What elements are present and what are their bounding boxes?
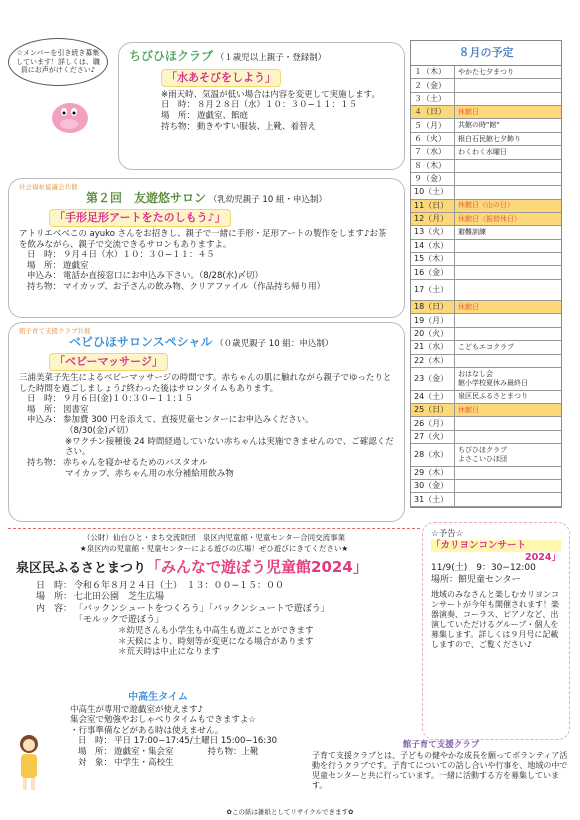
chihiho-key: 持ち物： — [161, 121, 196, 132]
girl-reading-icon — [14, 732, 44, 792]
baby-details — [19, 394, 394, 479]
chihiho-subtitle: 「水あそびをしよう」 — [161, 69, 281, 87]
festival-value: 「モルックで遊ぼう」 — [74, 614, 165, 625]
baby-subtitle: 「ベビーマッサージ」 — [49, 353, 168, 371]
festival-row — [36, 581, 420, 592]
festival-key: 日 時： — [36, 581, 73, 591]
salon-row — [27, 261, 394, 272]
salon-key: 持ち物： — [27, 282, 62, 292]
teen-key: 対 象： — [78, 757, 113, 768]
baby-section — [8, 322, 405, 522]
calendar-date: ６（火） — [411, 133, 455, 145]
teen-row — [78, 747, 308, 758]
calendar-row — [411, 301, 561, 314]
festival-row — [36, 615, 420, 626]
teen-value: 遊戯室・集会室 持ち物：上靴 — [114, 747, 259, 757]
notice-place: 場所：館児童センター — [431, 574, 521, 585]
festival-slogan: ★泉区内の児童館・児童センターによる遊びの広場！ぜひ遊びにきてください★ — [79, 544, 349, 554]
calendar-event — [455, 314, 561, 326]
calendar-date: 17（土） — [411, 280, 455, 300]
calendar-row — [411, 480, 561, 493]
baby-value: （8/30(金)〆切） — [65, 426, 134, 436]
calendar-row — [411, 160, 561, 173]
member-bubble — [8, 38, 108, 86]
calendar-event — [455, 467, 561, 479]
calendar-event: 休館日（山の日） — [458, 201, 514, 210]
calendar-date: ９（金） — [411, 173, 455, 185]
baby-row — [27, 437, 394, 458]
baby-row — [27, 426, 394, 437]
festival-key: 場 所： — [36, 592, 73, 603]
calendar-date: 25（日） — [411, 404, 455, 416]
calendar-date: 23（金） — [411, 368, 455, 390]
teen-key: 日 時： — [78, 736, 113, 747]
calendar-date: 16（金） — [411, 266, 455, 278]
festival-section — [8, 528, 420, 688]
salon-value: ９月４日（水）１０：３０−１１：４５ — [63, 250, 215, 261]
festival-org: （公財）仙台ひと・まち交流財団 泉区内児童館・児童センター合同交流事業 — [82, 533, 346, 542]
festival-value: 「バックンシュートをつくろう」「バックンシュートで遊ぼう」 — [74, 603, 330, 614]
calendar-date: 20（火） — [411, 328, 455, 340]
salon-row — [27, 271, 394, 282]
calendar-row — [411, 66, 561, 79]
festival-prefix: 泉区民ふるさとまつり — [16, 560, 147, 576]
calendar-event: わくわく水曜日 — [458, 147, 507, 156]
calendar-row — [411, 119, 561, 132]
salon-section — [8, 178, 405, 318]
calendar-event: 休館日 — [458, 107, 479, 116]
salon-row — [27, 250, 394, 261]
calendar-event — [455, 417, 561, 429]
chihiho-section — [118, 42, 405, 170]
club-title: 館子育て支援クラブ — [402, 740, 480, 750]
calendar-date: 26（月） — [411, 417, 455, 429]
chihiho-row — [161, 111, 394, 122]
calendar-event: 泉区民ふるさとまつり — [458, 392, 528, 401]
chihiho-details — [161, 100, 394, 132]
calendar-date: 21（水） — [411, 341, 455, 353]
concert-notice — [422, 522, 570, 740]
festival-note: ＊天候により、時刻等が変更になる場合があります — [118, 636, 314, 647]
calendar-row — [411, 226, 561, 239]
hippo-icon — [48, 92, 92, 136]
baby-value: ９月６日(金)１０:３０−１１:１５ — [63, 394, 193, 405]
calendar-row — [411, 146, 561, 159]
calendar-row — [411, 431, 561, 444]
calendar-date: １（木） — [411, 66, 455, 78]
calendar-event — [455, 253, 561, 265]
teen-value: 中学生・高校生 — [114, 757, 174, 768]
baby-key: 日 時： — [27, 394, 62, 405]
teen-line: ・行事準備などがある時は使えません。 — [70, 725, 224, 736]
august-calendar — [410, 40, 562, 508]
calendar-row — [411, 493, 561, 506]
calendar-row — [411, 133, 561, 146]
calendar-date: ８（木） — [411, 160, 455, 172]
salon-details — [19, 250, 394, 293]
teen-value: 平日 17:00−17:45/土曜日 15:00−16:30 — [114, 736, 278, 747]
club-section — [312, 740, 570, 806]
festival-note: ＊荒天時は中止になります — [118, 647, 221, 658]
notice-heading: ☆予告☆ — [431, 529, 464, 539]
baby-row — [27, 394, 394, 405]
calendar-event — [455, 355, 561, 367]
calendar-row — [411, 368, 561, 391]
salon-value: 遊戯室 — [63, 260, 89, 271]
calendar-event: 避難訓練 — [458, 228, 486, 237]
baby-value: 赤ちゃんを寝かせるためのバスタオル — [63, 457, 208, 468]
festival-notes — [8, 626, 420, 658]
salon-row — [27, 282, 394, 293]
calendar-row — [411, 467, 561, 480]
salon-key: 場 所： — [27, 260, 62, 271]
calendar-row — [411, 79, 561, 92]
teen-key: 場 所： — [78, 747, 113, 757]
chihiho-value: 動きやすい服装、上靴、着替え — [197, 121, 317, 132]
calendar-event — [455, 480, 561, 492]
calendar-row — [411, 404, 561, 417]
calendar-date: 19（月） — [411, 314, 455, 326]
festival-details — [8, 581, 420, 626]
salon-title: 第２回 友遊悠サロン — [86, 191, 207, 206]
teen-row — [78, 758, 308, 769]
calendar-event: 休館日（振替休日） — [458, 214, 521, 223]
festival-row — [36, 604, 420, 615]
calendar-date: 30（金） — [411, 480, 455, 492]
bubble-text: ☆メンバーを引き続き募集しています！詳しくは、職員にお声がけください♪ — [16, 48, 100, 75]
salon-tag: 社会福祉協議会共催 — [19, 183, 78, 191]
calendar-date: ４（日） — [411, 106, 455, 118]
notice-title-2: 2024」 — [525, 551, 561, 563]
calendar-row — [411, 200, 561, 213]
baby-title: ベビひほサロンスペシャル — [69, 335, 213, 350]
calendar-event — [455, 266, 561, 278]
calendar-date: 14（水） — [411, 240, 455, 252]
calendar-row — [411, 93, 561, 106]
calendar-event: ちびひほクラブ よさこいひほ団 — [458, 446, 507, 463]
baby-tag: 館子育て支援クラブ共催 — [19, 327, 91, 335]
teen-lines — [8, 705, 308, 737]
calendar-event — [455, 186, 561, 198]
chihiho-value: 遊戯室、館庭 — [197, 111, 249, 121]
chihiho-note: ※雨天時、気温が低い場合は内容を変更して実施します。 — [161, 89, 380, 100]
calendar-row — [411, 173, 561, 186]
calendar-event — [455, 173, 561, 185]
calendar-event: おはなし会 館小学校夏休み最終日 — [458, 370, 528, 387]
festival-key — [36, 615, 72, 626]
festival-value: 令和６年８月２４日（土） １３：００−１５：００ — [74, 581, 285, 591]
baby-value: ※ワクチン接種後 24 時間経過していない赤ちゃんは実施できませんので、ご確認ください。 — [65, 436, 394, 458]
notice-title-1: 「カリヨンコンサート — [431, 540, 561, 552]
festival-note: ＊幼児さんも小学生も中高生も遊ぶことができます — [118, 626, 314, 636]
calendar-date: 28（水） — [411, 444, 455, 466]
calendar-row — [411, 213, 561, 226]
calendar-row — [411, 240, 561, 253]
calendar-date: ７（水） — [411, 146, 455, 158]
teen-line: 集会室で勉強やおしゃべりタイムもできますよ☆ — [70, 715, 256, 726]
teen-details — [8, 736, 308, 768]
calendar-row — [411, 186, 561, 199]
baby-value: 図書室 — [63, 404, 89, 415]
baby-value: 参加費 300 円を添えて、直接児童センターにお申込みください。 — [63, 415, 314, 426]
calendar-date: ３（土） — [411, 93, 455, 105]
calendar-date: 27（火） — [411, 431, 455, 443]
calendar-row — [411, 106, 561, 119]
notice-body: 地域のみなさんと楽しむカリヨンコンサートが今年も開催されます！楽器演奏、コーラス、ピアノなど、出演していただけるグループ・個人を募集します。詳しくは９月号に記載しますので、ご覧ください♪ — [431, 589, 559, 649]
festival-title: 「みんなで遊ぼう児童館2024」 — [146, 557, 368, 576]
calendar-date: 31（土） — [411, 493, 455, 505]
calendar-date: 22（木） — [411, 355, 455, 367]
salon-desc: アトリエべべこの ayuko さんをお招きし、親子で一緒に手形・足形アートの製作をします♪お茶を飲みながら、親子で交流できるサロンもありますよ。 — [19, 228, 387, 250]
chihiho-value: ８月２８日（水）１０：３０−１１：１５ — [197, 100, 358, 111]
calendar-date: ５（月） — [411, 119, 455, 131]
salon-value: 電話か直接窓口にお申込み下さい。（8/28(水)〆切） — [63, 271, 263, 282]
chihiho-key: 場 所： — [161, 111, 196, 121]
calendar-date: 11（日） — [411, 200, 455, 212]
calendar-row — [411, 266, 561, 279]
teen-title: 中高生タイム — [128, 692, 188, 703]
calendar-event: やかた七夕まつり — [458, 67, 514, 76]
baby-row — [27, 469, 394, 480]
baby-key: 場 所： — [27, 404, 62, 415]
chihiho-row — [161, 100, 394, 111]
calendar-row — [411, 328, 561, 341]
calendar-date: ２（金） — [411, 79, 455, 91]
calendar-row — [411, 391, 561, 404]
baby-key: 持ち物： — [27, 457, 62, 468]
calendar-event: こどもエコクラブ — [458, 343, 514, 351]
baby-key — [27, 469, 63, 480]
festival-value: 七北田公園 芝生広場 — [74, 592, 165, 603]
salon-audience: （乳幼児親子 10 組・申込制） — [208, 195, 327, 206]
calendar-event: 休館日 — [458, 302, 479, 311]
calendar-event — [455, 240, 561, 252]
baby-value: マイカップ、赤ちゃん用の水分補給用飲み物 — [65, 468, 234, 479]
calendar-event — [455, 328, 561, 340]
calendar-event — [455, 79, 561, 91]
calendar-event — [455, 493, 561, 505]
calendar-row — [411, 444, 561, 467]
notice-date: 11/9(土) 9：30−12:00 — [431, 563, 536, 574]
calendar-event — [455, 160, 561, 172]
calendar-event: 休館日 — [458, 405, 479, 414]
calendar-row — [411, 355, 561, 368]
calendar-date: 15（木） — [411, 253, 455, 265]
footer-note: ✿この紙は雑紙としてリサイクルできます✿ — [226, 808, 354, 816]
chihiho-key: 日 時： — [161, 100, 196, 111]
festival-key: 内 容： — [36, 603, 73, 614]
chihiho-title: ちびひほクラブ — [129, 49, 214, 63]
calendar-event — [455, 280, 561, 300]
chihiho-audience: （１歳児以上親子・登録制） — [215, 53, 327, 63]
teen-line: 中高生が専用で遊戯室が使えます♪ — [70, 704, 203, 715]
festival-row — [36, 592, 420, 603]
calendar-row — [411, 341, 561, 354]
baby-row — [27, 415, 394, 426]
calendar-date: 29（木） — [411, 467, 455, 479]
teen-section — [8, 692, 308, 802]
calendar-date: 24（土） — [411, 391, 455, 403]
calendar-event — [455, 431, 561, 443]
calendar-date: 12（月） — [411, 213, 455, 225]
calendar-event: 共館の時"館" — [458, 121, 500, 130]
calendar-row — [411, 280, 561, 301]
salon-key: 日 時： — [27, 250, 62, 261]
calendar-date: 10（土） — [411, 186, 455, 198]
baby-audience: （０歳児親子 10 組：申込制） — [215, 339, 334, 350]
calendar-row — [411, 314, 561, 327]
baby-desc: 三浦美菜子先生によるベビーマッサージの時間です。赤ちゃんの肌に触れながら親子でゆったりとした時間を過ごしましょう♪終わった後はサロンタイムもあります。 — [19, 372, 392, 394]
teen-row — [78, 736, 308, 747]
calendar-row — [411, 417, 561, 430]
calendar-row — [411, 253, 561, 266]
calendar-date: 18（日） — [411, 301, 455, 313]
club-body: 子育て支援クラブとは、子どもの健やかな成長を願ってボランティア活動を行うクラブです。子育てについての話し合いや行事を、地域の中で児童センターと共に行っています。一緒に活動する方を募集しています。 — [312, 750, 568, 790]
salon-key: 申込み： — [27, 271, 62, 282]
baby-key — [27, 426, 63, 437]
baby-row — [27, 405, 394, 416]
calendar-date: 13（火） — [411, 226, 455, 238]
calendar-title: ８月の予定 — [411, 41, 561, 66]
calendar-event — [455, 93, 561, 105]
salon-subtitle: 「手形足形アートをたのしもう♪」 — [49, 209, 231, 227]
chihiho-row — [161, 122, 394, 133]
baby-key: 申込み： — [27, 415, 62, 426]
salon-value: マイカップ、お子さんの飲み物、クリアファイル（作品持ち帰り用） — [63, 282, 326, 292]
calendar-event: 根白石民館七夕飾り — [458, 134, 521, 143]
baby-row — [27, 458, 394, 469]
baby-key — [27, 437, 63, 458]
